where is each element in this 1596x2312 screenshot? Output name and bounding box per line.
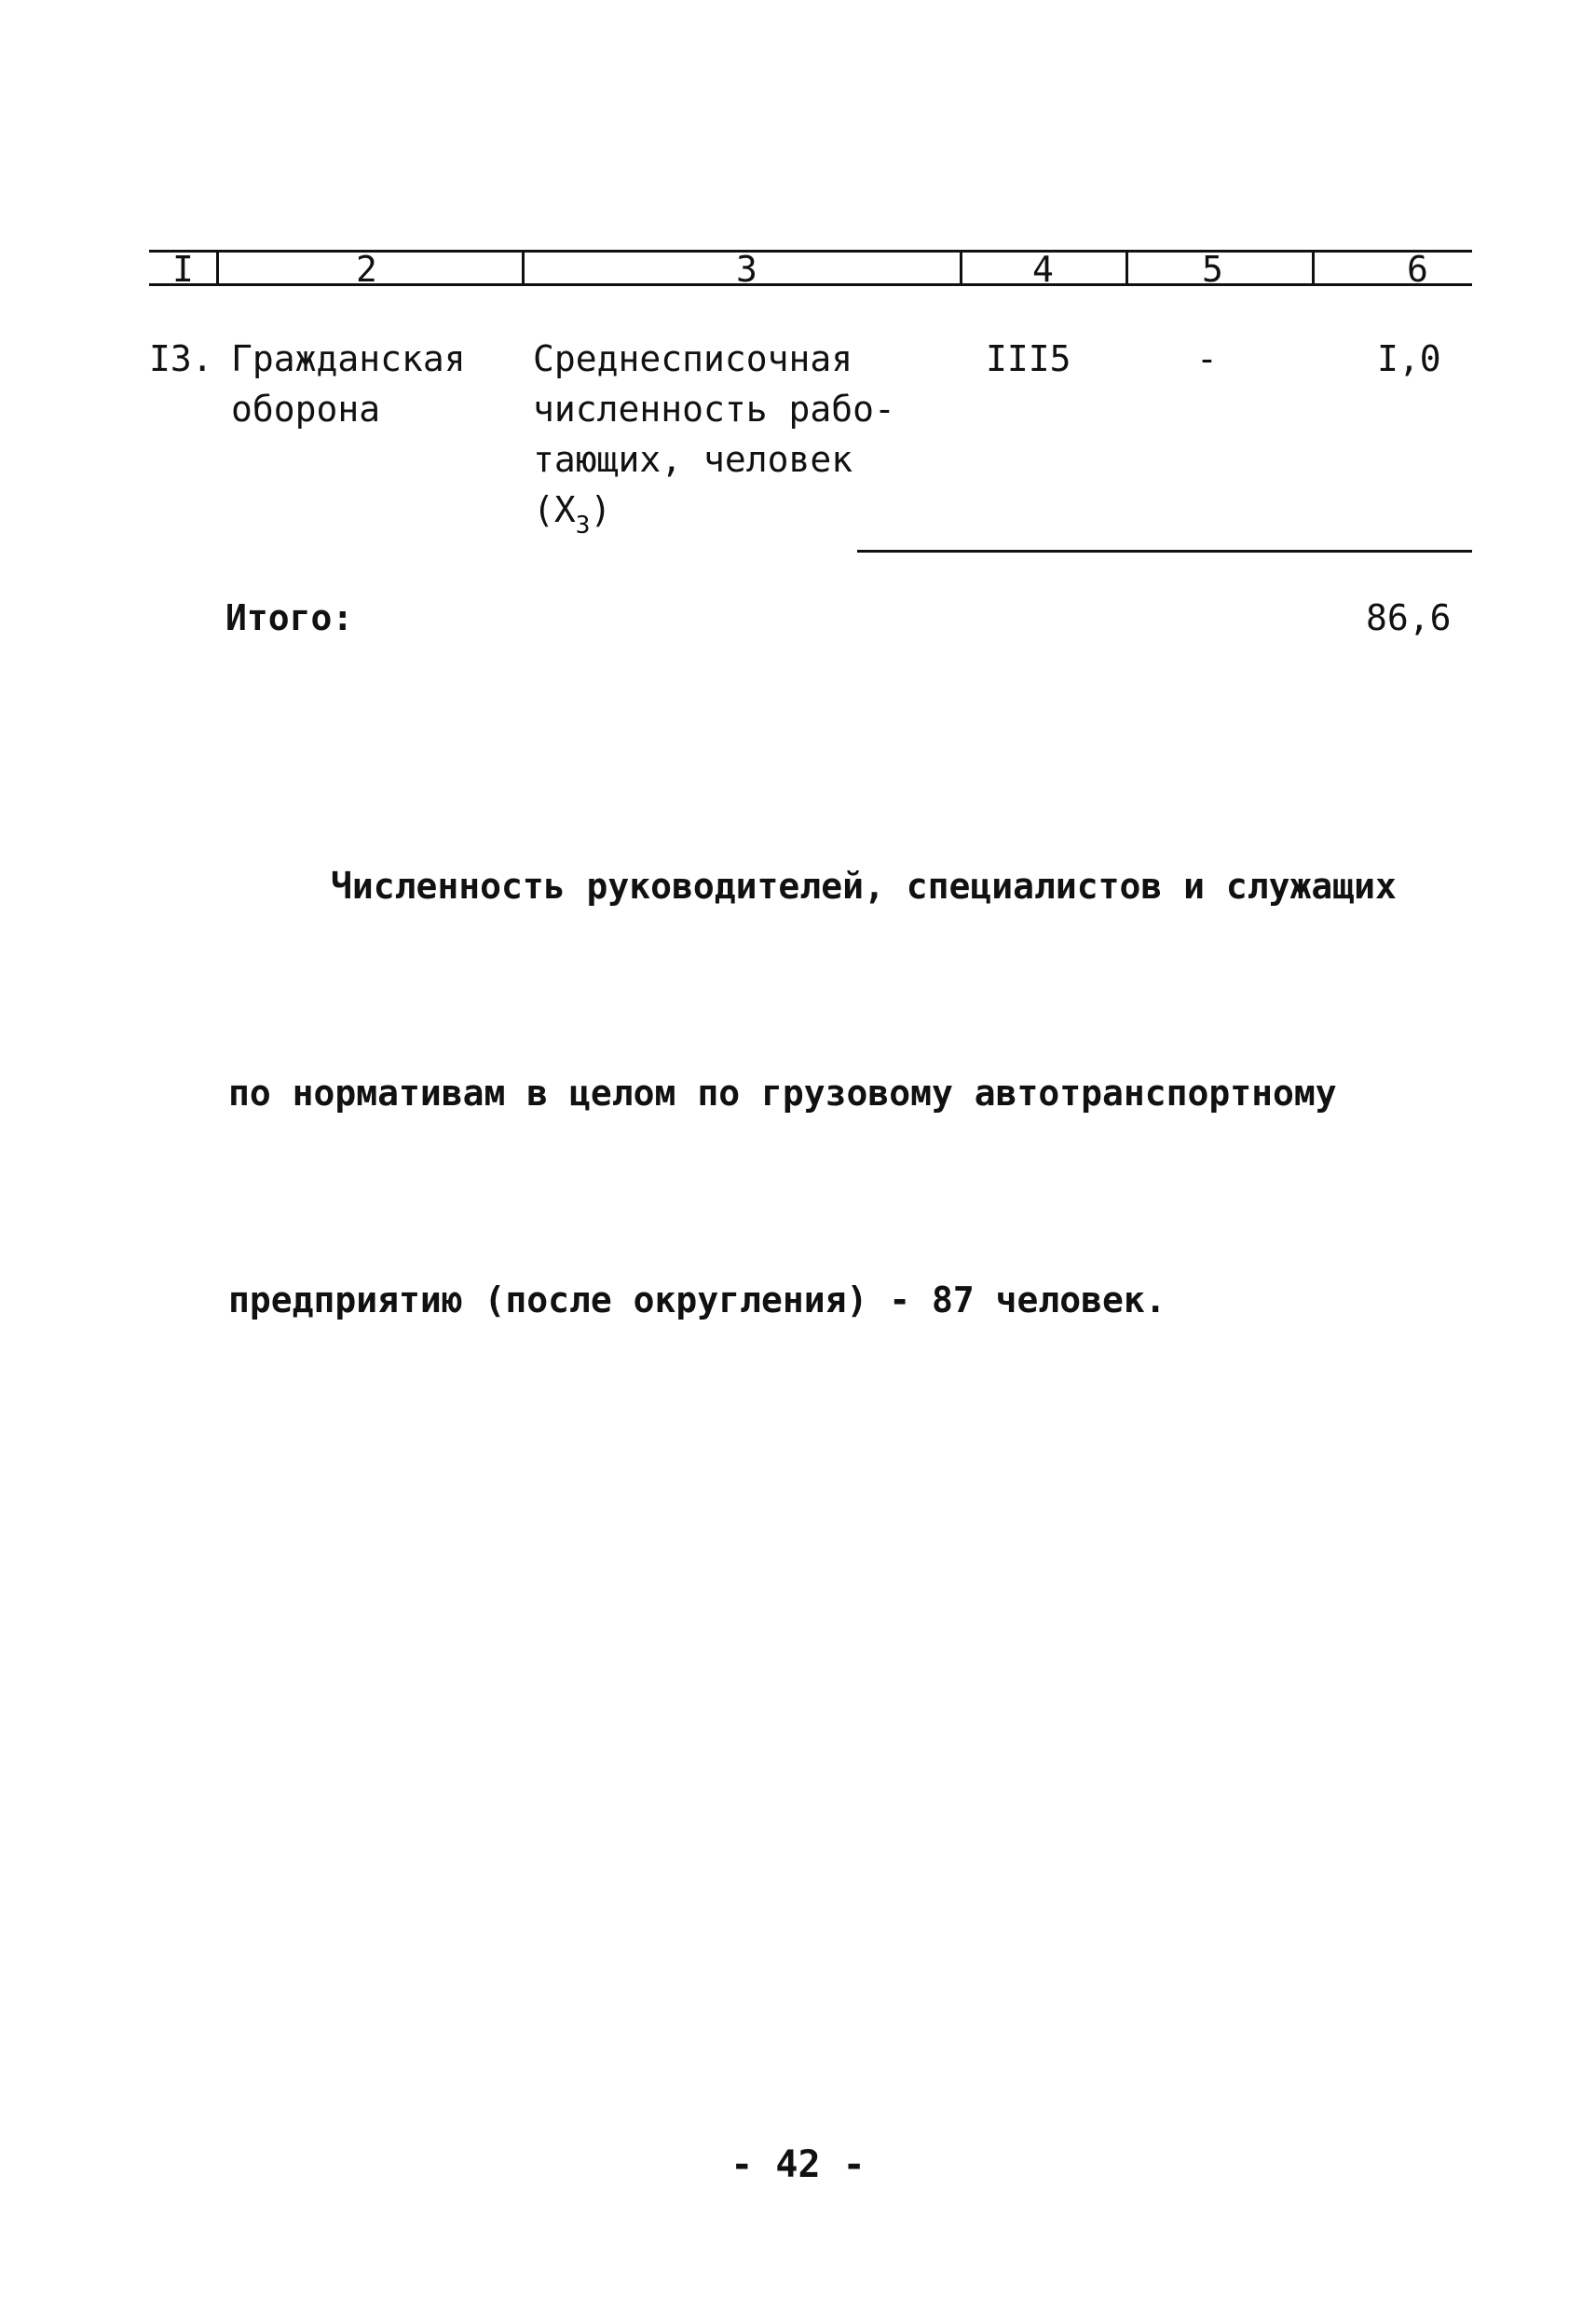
row-factor-line-2: численность рабо-: [533, 389, 895, 430]
row-number: I3.: [149, 338, 213, 379]
header-separator: [1125, 250, 1128, 283]
row-factor-variable-main: (X: [533, 489, 576, 530]
header-top-rule: [149, 250, 1472, 253]
paragraph-line-1: Численность руководителей, специалистов и служащих: [331, 866, 1397, 907]
total-value: 86,6: [1366, 597, 1452, 638]
header-separator: [522, 250, 525, 283]
row-name-line-2: оборона: [231, 389, 381, 430]
header-bottom-rule: [149, 283, 1472, 286]
summary-paragraph: [228, 714, 1397, 1403]
row-col-5-value: -: [1196, 338, 1218, 379]
header-col-4: 4: [1032, 249, 1054, 290]
paragraph-line-2: по нормативам в целом по грузовому автотранспортному: [228, 1073, 1337, 1114]
paragraph-line-3: предприятию (после округления) - 87 человек.: [228, 1279, 1166, 1320]
header-col-6: 6: [1407, 249, 1428, 290]
header-separator: [216, 250, 219, 283]
row-factor-variable-subscript: 3: [575, 512, 591, 540]
row-factor-variable: [533, 485, 611, 540]
row-col-4-value: III5: [986, 338, 1071, 379]
header-col-3: 3: [736, 249, 757, 290]
row-factor-line-1: Среднесписочная: [533, 338, 853, 379]
total-label: Итого:: [225, 597, 354, 638]
row-col-6-value: I,0: [1377, 338, 1441, 379]
header-separator: [960, 250, 962, 283]
row-factor-variable-close: ): [590, 489, 612, 530]
header-col-5: 5: [1202, 249, 1223, 290]
total-rule: [857, 550, 1472, 553]
row-factor-line-3: тающих, человек: [533, 439, 853, 480]
header-col-1: I: [172, 249, 194, 290]
page-number: - 42 -: [730, 2143, 866, 2186]
header-separator: [1312, 250, 1315, 283]
row-name-line-1: Гражданская: [231, 338, 466, 379]
header-col-2: 2: [356, 249, 377, 290]
